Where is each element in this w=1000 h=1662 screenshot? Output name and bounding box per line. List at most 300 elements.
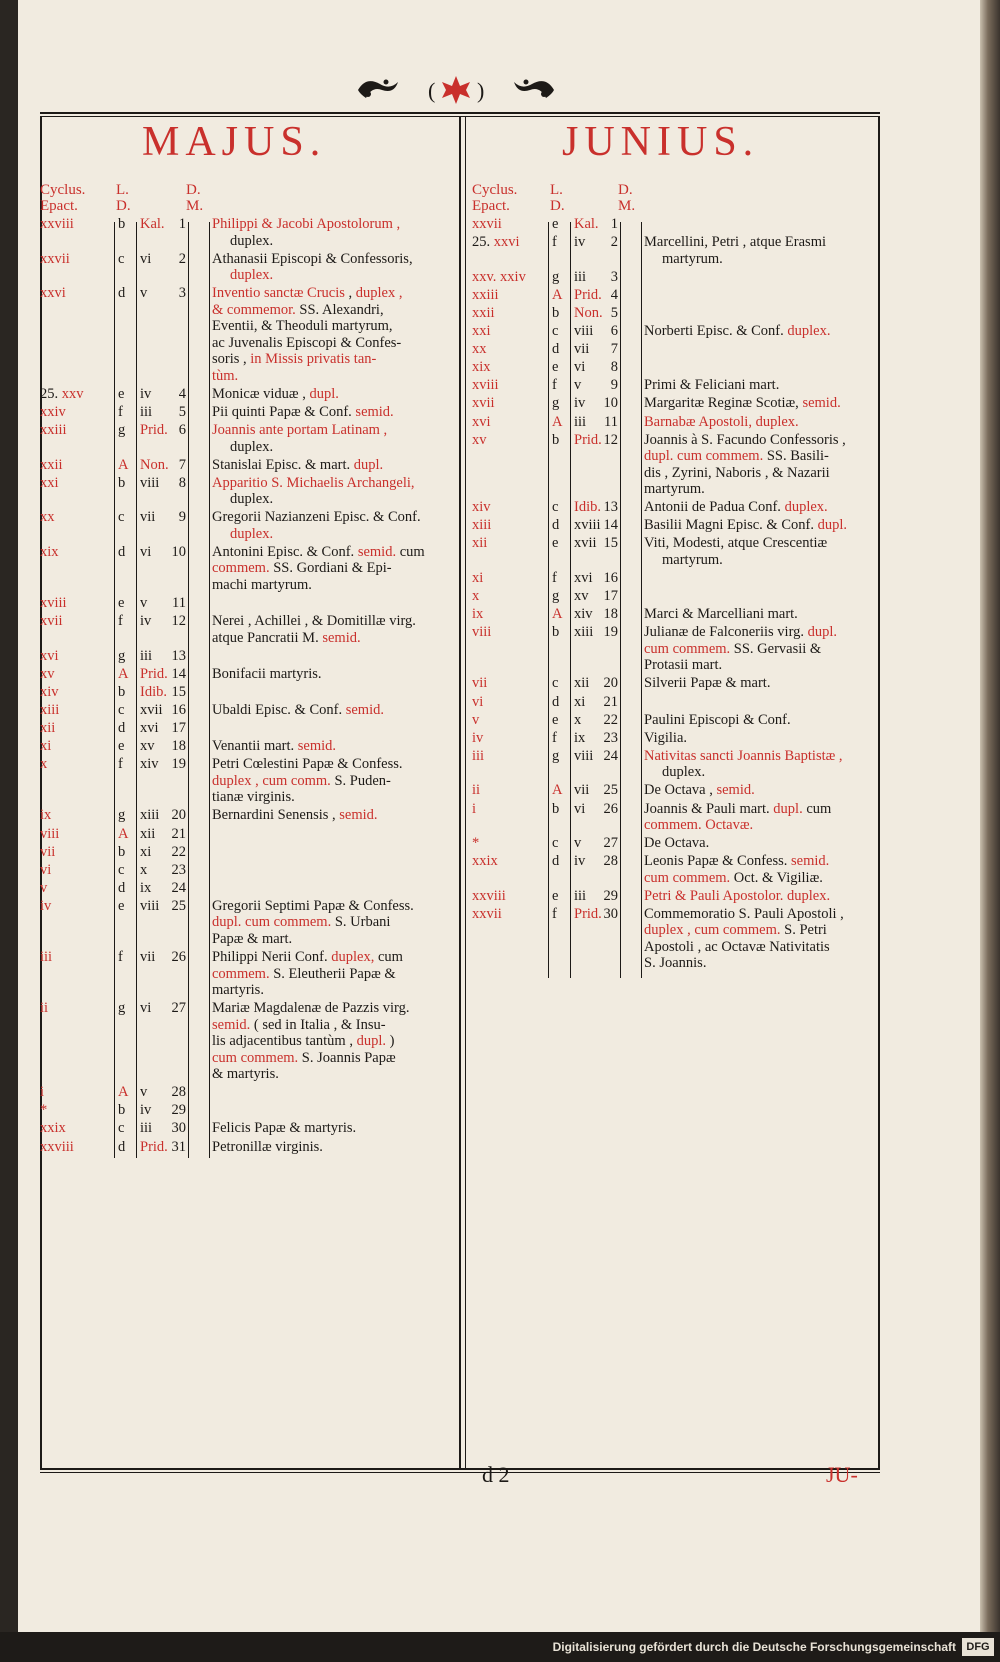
roman-date-cell: x (574, 711, 582, 728)
epact-cell: i (40, 1084, 45, 1101)
dominical-letter-cell: f (118, 613, 123, 630)
day-number-cell: 17 (603, 588, 618, 605)
junius-header-d2: D. (618, 182, 633, 198)
day-number-cell: 19 (603, 624, 618, 641)
day-number-cell: 15 (603, 535, 618, 552)
roman-date-cell: Non. (140, 456, 169, 473)
roman-date-cell: Prid. (574, 431, 602, 448)
dominical-letter-cell: d (118, 543, 126, 560)
feast-text-line: Leonis Papæ & Confess. semid. (644, 853, 830, 870)
majus-header-l: L. (116, 182, 129, 198)
epact-cell: xxvii (40, 250, 70, 267)
epact-cell: v (40, 879, 48, 896)
digitization-credit: Digitalisierung gefördert durch die Deutsche Forschungsgemeinschaft (552, 1640, 956, 1654)
feast-text-line: duplex , cum commem. S. Petri (644, 922, 827, 939)
feast-text-line: Mariæ Magdalenæ de Pazzis virg. (212, 1000, 410, 1017)
day-number-cell: 29 (603, 887, 618, 904)
feast-text-line: Paulini Episcopi & Conf. (644, 711, 791, 728)
epact-cell: xix (472, 359, 491, 376)
day-number-cell: 5 (178, 403, 186, 420)
day-number-cell: 20 (171, 807, 186, 824)
roman-date-cell: xii (140, 825, 156, 842)
feast-text-line: cum commem. SS. Gervasii & (644, 640, 822, 657)
day-number-cell: 8 (178, 474, 186, 491)
feast-text-line: Eventii, & Theoduli martyrum, (212, 318, 393, 335)
feast-text-line: commem. S. Eleutherii Papæ & (212, 965, 396, 982)
day-number-cell: 21 (603, 693, 618, 710)
feast-text-line: atque Pancratii M. semid. (212, 629, 361, 646)
majus-header-m: M. (186, 198, 204, 214)
roman-date-cell: Prid. (140, 1138, 168, 1155)
feast-text-line: Margaritæ Reginæ Scotiæ, semid. (644, 395, 841, 412)
roman-date-cell: iv (574, 853, 586, 870)
dominical-letter-cell: A (118, 456, 129, 473)
day-number-cell: 29 (171, 1102, 186, 1119)
center-rule-b (465, 116, 466, 1470)
feast-text-line: martyrum. (662, 250, 723, 267)
ornament-paren-left: ( (428, 78, 436, 103)
roman-date-cell: ix (574, 729, 586, 746)
feast-text-line: Bernardini Senensis , semid. (212, 807, 378, 824)
day-number-cell: 20 (603, 675, 618, 692)
epact-cell: * (472, 835, 480, 852)
roman-date-cell: iii (574, 413, 587, 430)
feast-text-line: Gregorii Nazianzeni Episc. & Conf. (212, 509, 421, 526)
feast-text-line: Papæ & mart. (212, 930, 293, 947)
dominical-letter-cell: d (552, 853, 560, 870)
dominical-letter-cell: d (118, 1138, 126, 1155)
day-number-cell: 14 (171, 665, 186, 682)
day-number-cell: 1 (610, 216, 618, 232)
dominical-letter-cell: e (552, 359, 559, 376)
majus-title: MAJUS. (142, 119, 327, 165)
epact-cell: xxvii (472, 905, 502, 922)
dominical-letter-cell: d (118, 879, 126, 896)
feast-text-line: martyris. (212, 982, 264, 998)
feast-text-line: duplex , cum comm. S. Puden- (212, 772, 391, 789)
dominical-letter-cell: e (118, 595, 125, 611)
day-number-cell: 6 (610, 323, 618, 339)
dominical-letter-cell: b (552, 304, 560, 321)
epact-cell: xi (40, 738, 52, 755)
day-number-cell: 27 (171, 1000, 186, 1017)
feast-text-line: Joannis & Pauli mart. dupl. cum (644, 800, 832, 817)
feast-text-line: Silverii Papæ & mart. (644, 675, 771, 692)
feast-text-line: Antonii de Padua Conf. duplex. (644, 499, 828, 516)
day-number-cell: 25 (603, 782, 618, 799)
epact-cell: 25. xxvi (472, 234, 520, 251)
roman-date-cell: xi (574, 693, 586, 710)
day-number-cell: 28 (603, 853, 618, 870)
epact-cell: xxvii (472, 216, 502, 232)
roman-date-cell: iv (140, 613, 152, 630)
feast-text-line: Julianæ de Falconeriis virg. dupl. (644, 624, 838, 641)
day-number-cell: 12 (171, 613, 186, 630)
feast-text-line: Marcellini, Petri , atque Erasmi (644, 234, 827, 251)
day-number-cell: 23 (603, 729, 618, 746)
roman-date-cell: vi (574, 359, 586, 376)
dominical-letter-cell: c (118, 1120, 125, 1137)
feast-text-line: Philippi & Jacobi Apostolorum , (212, 216, 401, 232)
roman-date-cell: iv (140, 385, 152, 402)
day-number-cell: 10 (603, 395, 618, 412)
roman-date-cell: Idib. (140, 683, 167, 700)
paper-sheet (18, 0, 980, 1632)
feast-text-line: Primi & Feliciani mart. (644, 377, 780, 394)
roman-date-cell: ix (140, 879, 152, 896)
feast-text-line: Basilii Magni Episc. & Conf. dupl. (644, 517, 847, 534)
epact-cell: vii (40, 843, 56, 860)
feast-text-line: Petri Cœlestini Papæ & Confess. (212, 756, 403, 773)
feast-text-line: dis , Zyrini, Naboris , & Nazarii (644, 464, 830, 481)
junius-l-rule (548, 222, 549, 978)
day-number-cell: 12 (603, 431, 618, 448)
epact-cell: i (472, 800, 477, 817)
roman-date-cell: iii (140, 647, 153, 664)
majus-header-epact: Epact. (40, 198, 78, 214)
day-number-cell: 27 (603, 835, 618, 852)
epact-cell: * (40, 1102, 48, 1119)
epact-cell: xxi (40, 474, 59, 491)
feast-text-line: S. Joannis. (644, 955, 707, 972)
dominical-letter-cell: b (118, 474, 126, 491)
roman-date-cell: iii (140, 403, 153, 420)
epact-cell: xx (472, 341, 487, 358)
epact-cell: xv (472, 431, 487, 448)
dominical-letter-cell: b (552, 800, 560, 817)
feast-text-line: Vigilia. (644, 729, 688, 746)
roman-date-cell: iv (574, 234, 586, 251)
majus-mon-rule (136, 222, 137, 1158)
junius-mon-rule (570, 222, 571, 978)
epact-cell: xiv (472, 499, 491, 516)
feast-text-line: dupl. cum commem. S. Urbani (212, 914, 391, 931)
feast-text-line: Apostoli , ac Octavæ Nativitatis (644, 938, 830, 955)
header-ornament (356, 72, 556, 108)
roman-date-cell: xiii (140, 807, 160, 824)
roman-date-cell: v (574, 835, 582, 852)
roman-date-cell: x (140, 861, 148, 878)
day-number-cell: 22 (171, 843, 186, 860)
roman-date-cell: vii (574, 782, 590, 799)
roman-date-cell: viii (140, 474, 160, 491)
epact-cell: xviii (40, 595, 67, 611)
feast-text-line: Viti, Modesti, atque Crescentiæ (644, 535, 828, 552)
day-number-cell: 6 (178, 422, 186, 438)
dominical-letter-cell: g (552, 268, 560, 285)
roman-date-cell: xiii (574, 624, 594, 641)
roman-date-cell: Prid. (574, 286, 602, 303)
day-number-cell: 11 (172, 595, 186, 611)
epact-cell: xxviii (40, 216, 74, 232)
feast-text-line: Ubaldi Episc. & Conf. semid. (212, 702, 384, 718)
dominical-letter-cell: A (118, 1084, 129, 1101)
feast-text-line: Barnabæ Apostoli, duplex. (644, 413, 799, 430)
epact-cell: xxiv (40, 403, 66, 420)
dominical-letter-cell: c (552, 323, 559, 339)
roman-date-cell: v (140, 1084, 148, 1101)
feast-text-line: Norberti Episc. & Conf. duplex. (644, 323, 831, 339)
dominical-letter-cell: A (552, 606, 563, 623)
day-number-cell: 7 (178, 456, 186, 473)
epact-cell: 25. xxv (40, 385, 84, 402)
epact-cell: xxviii (472, 887, 506, 904)
day-number-cell: 16 (171, 702, 186, 718)
day-number-cell: 3 (610, 268, 618, 285)
roman-date-cell: v (574, 377, 582, 394)
feast-text-line: Apparitio S. Michaelis Archangeli, (212, 474, 415, 491)
roman-date-cell: xii (574, 675, 590, 692)
feast-text-line: Gregorii Septimi Papæ & Confess. (212, 897, 414, 914)
dominical-letter-cell: b (118, 843, 126, 860)
epact-cell: xxiii (40, 422, 67, 438)
roman-date-cell: vi (140, 1000, 152, 1017)
day-number-cell: 26 (603, 800, 618, 817)
epact-cell: vi (40, 861, 52, 878)
day-number-cell: 3 (178, 285, 186, 302)
epact-cell: xiii (40, 702, 60, 718)
dominical-letter-cell: c (118, 702, 125, 718)
epact-cell: xx (40, 509, 55, 526)
epact-cell: ix (472, 606, 484, 623)
junius-header-m: M. (618, 198, 636, 214)
roman-date-cell: iii (140, 1120, 153, 1137)
feast-text-line: Inventio sanctæ Crucis , duplex , (212, 285, 403, 302)
dominical-letter-cell: b (118, 683, 126, 700)
roman-date-cell: xvii (574, 535, 597, 552)
feast-text-line: martyrum. (644, 481, 705, 498)
epact-cell: xxviii (40, 1138, 74, 1155)
day-number-cell: 26 (171, 949, 186, 965)
dominical-letter-cell: c (118, 509, 125, 526)
feast-text-line: semid. ( sed in Italia , & Insu- (212, 1016, 386, 1033)
dominical-letter-cell: A (552, 782, 563, 799)
dominical-letter-cell: e (118, 738, 125, 755)
feast-text-line: duplex. (230, 267, 274, 284)
day-number-cell: 14 (603, 517, 618, 534)
day-number-cell: 4 (178, 385, 186, 402)
feast-text-line: Commemoratio S. Pauli Apostoli , (644, 905, 844, 922)
roman-date-cell: Prid. (574, 905, 602, 922)
junius-header-l: L. (550, 182, 563, 198)
dominical-letter-cell: g (552, 395, 560, 412)
feast-text-line: commem. SS. Gordiani & Epi- (212, 560, 392, 577)
epact-cell: vii (472, 675, 488, 692)
dominical-letter-cell: c (118, 250, 125, 267)
roman-date-cell: xvii (140, 702, 163, 718)
day-number-cell: 7 (610, 341, 618, 358)
day-number-cell: 21 (171, 825, 186, 842)
day-number-cell: 1 (178, 216, 186, 232)
majus-day-rule (188, 222, 189, 1158)
dominical-letter-cell: g (552, 747, 560, 764)
feast-text-line: Petronillæ virginis. (212, 1138, 323, 1155)
day-number-cell: 23 (171, 861, 186, 878)
epact-cell: iv (472, 729, 484, 746)
feast-text-line: machi martyrum. (212, 576, 312, 593)
feast-text-line: Marci & Marcelliani mart. (644, 606, 798, 623)
day-number-cell: 2 (178, 250, 186, 267)
feast-text-line: De Octava , semid. (644, 782, 755, 799)
epact-cell: xiv (40, 683, 59, 700)
day-number-cell: 9 (610, 377, 618, 394)
epact-cell: x (40, 756, 48, 773)
roman-date-cell: vi (140, 250, 152, 267)
epact-cell: viii (472, 624, 492, 641)
roman-date-cell: iv (140, 1102, 152, 1119)
dominical-letter-cell: d (118, 285, 126, 302)
left-flourish (358, 80, 398, 99)
roman-date-cell: xi (140, 843, 152, 860)
feast-text-line: cum commem. S. Joannis Papæ (212, 1049, 396, 1066)
roman-date-cell: viii (574, 747, 594, 764)
dominical-letter-cell: f (118, 403, 123, 420)
roman-date-cell: xvi (574, 570, 593, 586)
dominical-letter-cell: f (552, 377, 557, 394)
day-number-cell: 18 (171, 738, 186, 755)
roman-date-cell: iii (574, 268, 587, 285)
dominical-letter-cell: f (552, 570, 557, 586)
epact-cell: xxii (472, 304, 495, 321)
roman-date-cell: Prid. (140, 665, 168, 682)
day-number-cell: 22 (603, 711, 618, 728)
feast-text-line: Nativitas sancti Joannis Baptistæ , (644, 747, 843, 764)
dominical-letter-cell: e (552, 216, 559, 232)
epact-cell: xvii (40, 613, 63, 630)
dominical-letter-cell: c (118, 861, 125, 878)
dominical-letter-cell: A (552, 286, 563, 303)
epact-cell: xvi (472, 413, 491, 430)
dominical-letter-cell: d (552, 517, 560, 534)
dominical-letter-cell: b (552, 431, 560, 448)
roman-date-cell: xiv (574, 606, 593, 623)
epact-cell: ii (472, 782, 481, 799)
epact-cell: iii (40, 949, 53, 965)
majus-desc-rule (209, 222, 210, 1158)
epact-cell: xxv. xxiv (472, 268, 526, 285)
epact-cell: xxvi (40, 285, 66, 302)
dominical-letter-cell: g (552, 588, 560, 605)
feast-text-line: Joannis ante portam Latinam , (212, 422, 388, 438)
day-number-cell: 10 (171, 543, 186, 560)
feast-text-line: Petri & Pauli Apostolor. duplex. (644, 887, 831, 904)
dominical-letter-cell: e (552, 535, 559, 552)
dominical-letter-cell: d (118, 720, 126, 737)
feast-text-line: & commemor. SS. Alexandri, (212, 301, 384, 318)
dominical-letter-cell: f (118, 756, 123, 773)
epact-cell: xii (472, 535, 488, 552)
dominical-letter-cell: e (552, 887, 559, 904)
junius-title: JUNIUS. (562, 119, 760, 165)
epact-cell: xxi (472, 323, 491, 339)
roman-date-cell: viii (574, 323, 594, 339)
dominical-letter-cell: b (552, 624, 560, 641)
dominical-letter-cell: f (552, 234, 557, 251)
ornament-paren-right: ) (477, 78, 485, 103)
feast-text-line: lis adjacentibus tantùm , dupl. ) (212, 1033, 395, 1050)
epact-cell: xvi (40, 647, 59, 664)
roman-date-cell: Prid. (140, 422, 168, 438)
roman-date-cell: xv (574, 588, 589, 605)
epact-cell: x (472, 588, 480, 605)
roman-date-cell: Kal. (574, 216, 599, 232)
dfg-logo: DFG (962, 1638, 994, 1656)
roman-date-cell: vi (574, 800, 586, 817)
feast-text-line: Stanislai Episc. & mart. dupl. (212, 456, 384, 473)
dominical-letter-cell: d (552, 693, 560, 710)
dominical-letter-cell: c (552, 675, 559, 692)
dominical-letter-cell: g (118, 647, 126, 664)
epact-cell: xxiii (472, 286, 499, 303)
dominical-letter-cell: f (552, 905, 557, 922)
feast-text-line: ac Juvenalis Episcopi & Confes- (212, 334, 402, 351)
day-number-cell: 30 (603, 905, 618, 922)
dominical-letter-cell: c (552, 499, 559, 516)
feast-text-line: commem. Octavæ. (644, 817, 754, 833)
feast-text-line: tùm. (212, 367, 239, 384)
roman-date-cell: Non. (574, 304, 603, 321)
day-number-cell: 13 (603, 499, 618, 516)
day-number-cell: 13 (171, 647, 186, 664)
roman-date-cell: iv (574, 395, 586, 412)
junius-header-d1: D. (550, 198, 565, 214)
dominical-letter-cell: e (118, 897, 125, 914)
majus-l-rule (114, 222, 115, 1158)
roman-date-cell: vii (140, 949, 156, 965)
roman-date-cell: Idib. (574, 499, 601, 516)
feast-text-line: tianæ virginis. (212, 789, 295, 806)
dominical-letter-cell: g (118, 807, 126, 824)
day-number-cell: 15 (171, 683, 186, 700)
dominical-letter-cell: e (552, 711, 559, 728)
feast-text-line: Venantii mart. semid. (212, 738, 337, 755)
roman-date-cell: xiv (140, 756, 159, 773)
junius-header-epact: Epact. (472, 198, 510, 214)
epact-cell: xix (40, 543, 59, 560)
day-number-cell: 5 (610, 304, 618, 321)
epact-cell: xxix (40, 1120, 66, 1137)
day-number-cell: 9 (178, 509, 186, 526)
feast-text-line: Monicæ viduæ , dupl. (212, 385, 339, 402)
epact-cell: ix (40, 807, 52, 824)
epact-cell: ii (40, 1000, 49, 1017)
feast-text-line: duplex. (662, 764, 706, 781)
right-frame-rule (878, 116, 880, 1470)
roman-date-cell: vi (140, 543, 152, 560)
feast-text-line: martyrum. (662, 551, 723, 568)
catchword: JU- (826, 1462, 858, 1487)
epact-cell: xviii (472, 377, 499, 394)
roman-date-cell: vii (574, 341, 590, 358)
roman-date-cell: xv (140, 738, 155, 755)
day-number-cell: 17 (171, 720, 186, 737)
dominical-letter-cell: f (552, 729, 557, 746)
dominical-letter-cell: g (118, 422, 126, 438)
day-number-cell: 24 (171, 879, 186, 896)
day-number-cell: 25 (171, 897, 186, 914)
feast-text-line: duplex. (230, 438, 274, 455)
feast-text-line: Felicis Papæ & martyris. (212, 1120, 357, 1137)
dominical-letter-cell: A (118, 825, 129, 842)
dominical-letter-cell: b (118, 1102, 126, 1119)
bottom-rule-thin (40, 1472, 880, 1473)
epact-cell: vi (472, 693, 484, 710)
epact-cell: viii (40, 825, 60, 842)
epact-cell: iv (40, 897, 52, 914)
feast-text-line: duplex. (230, 232, 274, 249)
center-rule-a (459, 116, 461, 1470)
book-spine-edge (980, 0, 1000, 1632)
